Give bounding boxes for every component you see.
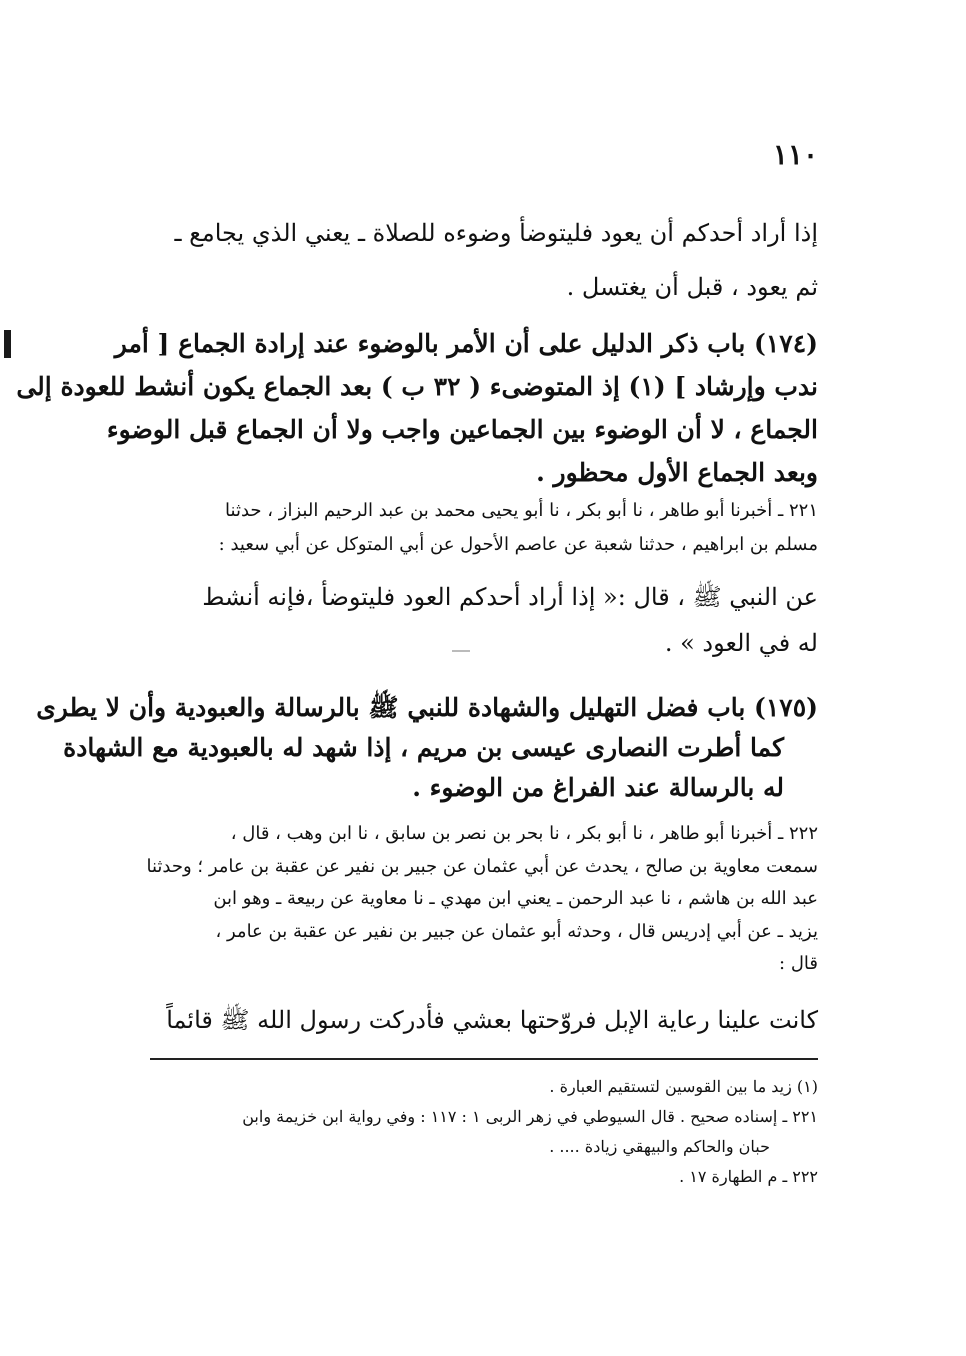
hadith-222-matn bbox=[150, 996, 818, 1044]
text-line: ثم يعود ، قبل أن يغتسل . bbox=[566, 273, 818, 301]
hadith-221-isnad bbox=[150, 494, 818, 562]
top-paragraph bbox=[150, 206, 818, 314]
isnad-line: مسلم بن ابراهيم ، حدثنا شعبة عن عاصم الأحول عن أبي المتوكل عن أبي سعيد : bbox=[218, 534, 818, 555]
matn-line: عن النبي ﷺ ، قال :« إذا أراد أحدكم العود فليتوضأ ،فإنه أنشط bbox=[202, 583, 818, 611]
footnote-line: (١) زيد ما بين القوسين لتستقيم العبارة . bbox=[549, 1077, 818, 1096]
heading-line: (١٧٥) باب فضل التهليل والشهادة للنبي ﷺ بالرسالة والعبودية وأن لا يطرى bbox=[36, 693, 818, 722]
scan-dot-mark bbox=[452, 650, 470, 652]
matn-line: كانت علينا رعاية الإبل فروّحتها بعشي فأدركت رسول الله ﷺ قائماً bbox=[166, 1006, 818, 1034]
heading-line: ندب وإرشاد ] (١) إذ المتوضىء ( ٣٢ ب ) بعد الجماع يكون أنشط للعودة إلى bbox=[16, 372, 818, 401]
page-number: ١١٠ bbox=[772, 138, 818, 171]
hadith-222-isnad bbox=[146, 818, 818, 981]
footnote-line: ٢٢١ ـ إسناده صحيح . قال السيوطي في زهر الربى ١ : ١١٧ : وفي رواية ابن خزيمة وابن bbox=[242, 1107, 818, 1126]
text-line: إذا أراد أحدكم أن يعود فليتوضأ وضوءه للصلاة ـ يعني الذي يجامع ـ bbox=[174, 219, 818, 247]
chapter-heading-175 bbox=[36, 688, 818, 808]
footnotes bbox=[150, 1072, 818, 1192]
isnad-line: عبد الله بن هاشم ، نا عبد الرحمن ـ يعني ابن مهدي ـ نا معاوية عن ربيعة ـ وهو ابن bbox=[213, 888, 818, 909]
heading-line: (١٧٤) باب ذكر الدليل على أن الأمر بالوضوء عند إرادة الجماع [ أمر bbox=[114, 329, 818, 358]
isnad-line: سمعت معاوية بن صالح ، يحدث عن أبي عثمان عن جبير بن نفير عن عقبة بن عامر ؛ وحدثنا bbox=[146, 855, 818, 877]
isnad-line: ٢٢١ ـ أخبرنا أبو طاهر ، نا أبو بكر ، نا أبو يحيى محمد بن عبد الرحيم البزاز ، حدثنا bbox=[225, 500, 818, 521]
hadith-221-matn bbox=[150, 574, 818, 666]
chapter-heading-174 bbox=[16, 322, 818, 494]
heading-line: له بالرسالة عند الفراغ من الوضوء . bbox=[412, 773, 784, 802]
heading-line: الجماع ، لا أن الوضوء بين الجماعين واجب ولا أن الجماع قبل الوضوء bbox=[106, 415, 818, 444]
isnad-line: ٢٢٢ ـ أخبرنا أبو طاهر ، نا أبو بكر ، نا بحر بن نصر بن سابق ، نا ابن وهب ، قال ، bbox=[230, 823, 818, 844]
footnote-line: حبان والحاكم والبيهقي زيادة .... . bbox=[549, 1137, 770, 1156]
isnad-line: يزيد ـ عن أبي إدريس قال ، وحدثه أبو عثمان عن جبير بن نفير عن عقبة بن عامر ، bbox=[215, 920, 818, 942]
footnote-divider bbox=[150, 1058, 818, 1060]
matn-line: له في العود » . bbox=[664, 629, 818, 657]
footnote-line: ٢٢٢ ـ م الطهارة ١٧ . bbox=[679, 1167, 818, 1186]
heading-line: كما أطرت النصارى عيسى بن مريم ، إذا شهد له بالعبودية مع الشهادة bbox=[63, 733, 784, 762]
scan-edge-mark bbox=[4, 330, 11, 358]
heading-line: وبعد الجماع الأول محظور . bbox=[536, 458, 818, 487]
isnad-line: قال : bbox=[779, 953, 818, 974]
